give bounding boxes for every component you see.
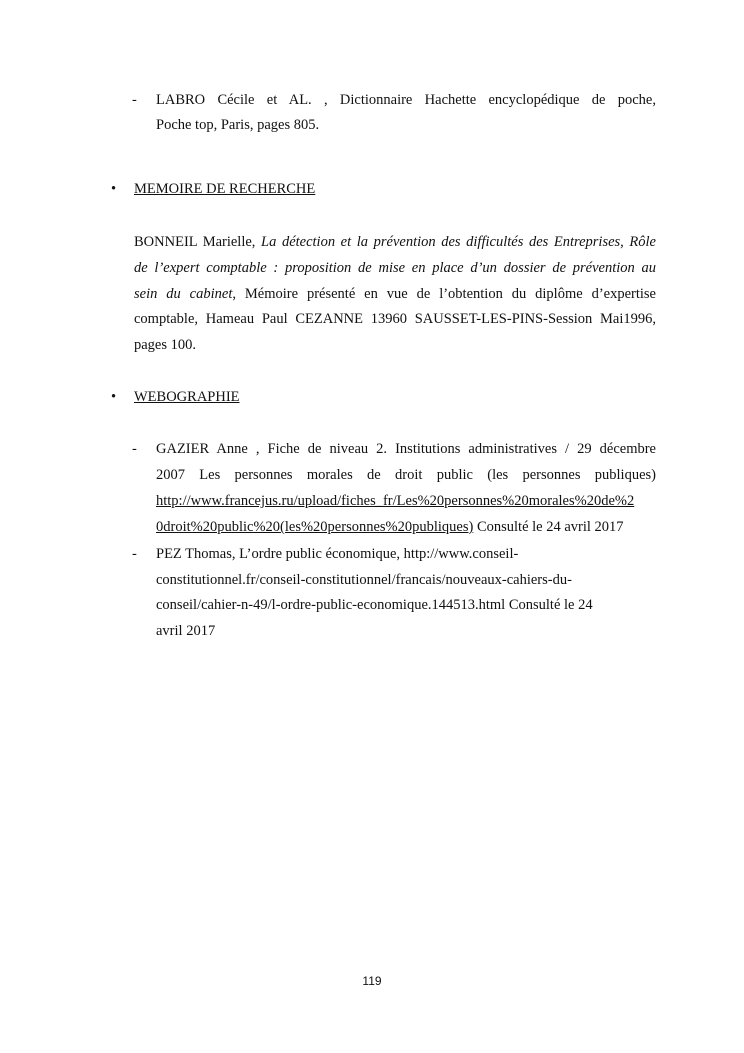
- memoire-title: sein du cabinet: [134, 286, 233, 302]
- page-number: 119: [362, 974, 382, 988]
- memoire-line: comptable, Hameau Paul CEZANNE 13960 SAUSSET-LES-PINS-Session Mai1996,: [134, 311, 656, 327]
- memoire-line: [134, 259, 656, 277]
- section-heading-webographie: WEBOGRAPHIE: [134, 389, 240, 405]
- reference-line: [156, 518, 624, 536]
- section-bullet: •: [111, 181, 117, 197]
- reference-link[interactable]: http://www.francejus.ru/upload/fiches_fr/Les%20personnes%20morales%20de%2: [156, 493, 635, 509]
- reference-link[interactable]: 0droit%20public%20(les%20personnes%20publiques): [156, 519, 474, 535]
- reference-line: constitutionnel.fr/conseil-constitutionnel/francais/nouveaux-cahiers-du-: [156, 572, 572, 588]
- reference-line: GAZIER Anne , Fiche de niveau 2. Institutions administratives / 29 décembre: [156, 441, 656, 457]
- reference-line: conseil/cahier-n-49/l-ordre-public-economique.144513.html Consulté le 24: [156, 597, 593, 613]
- memoire-title: de l’expert comptable : proposition de mise en place d’un dossier de prévention au: [134, 260, 656, 276]
- list-dash: -: [132, 546, 137, 562]
- memoire-line: [134, 233, 656, 251]
- reference-line: avril 2017: [156, 623, 216, 639]
- reference-line: 2007 Les personnes morales de droit public (les personnes publiques): [156, 467, 656, 483]
- memoire-line: [134, 285, 656, 303]
- list-dash: -: [132, 92, 137, 108]
- reference-line: LABRO Cécile et AL. , Dictionnaire Hachette encyclopédique de poche,: [156, 92, 656, 108]
- reference-line: Poche top, Paris, pages 805.: [156, 117, 320, 133]
- reference-line: PEZ Thomas, L’ordre public économique, http://www.conseil-: [156, 546, 519, 562]
- memoire-text: , Mémoire présenté en vue de l’obtention du diplôme d’expertise: [232, 286, 656, 302]
- consulted-date: Consulté le 24 avril 2017: [473, 519, 624, 535]
- list-dash: -: [132, 441, 137, 457]
- memoire-line: pages 100.: [134, 337, 197, 353]
- memoire-author: BONNEIL Marielle,: [134, 234, 262, 250]
- section-heading-memoire: MEMOIRE DE RECHERCHE: [134, 181, 316, 197]
- memoire-title: La détection et la prévention des difficultés des Entreprises, Rôle: [261, 234, 656, 250]
- section-bullet: •: [111, 389, 117, 405]
